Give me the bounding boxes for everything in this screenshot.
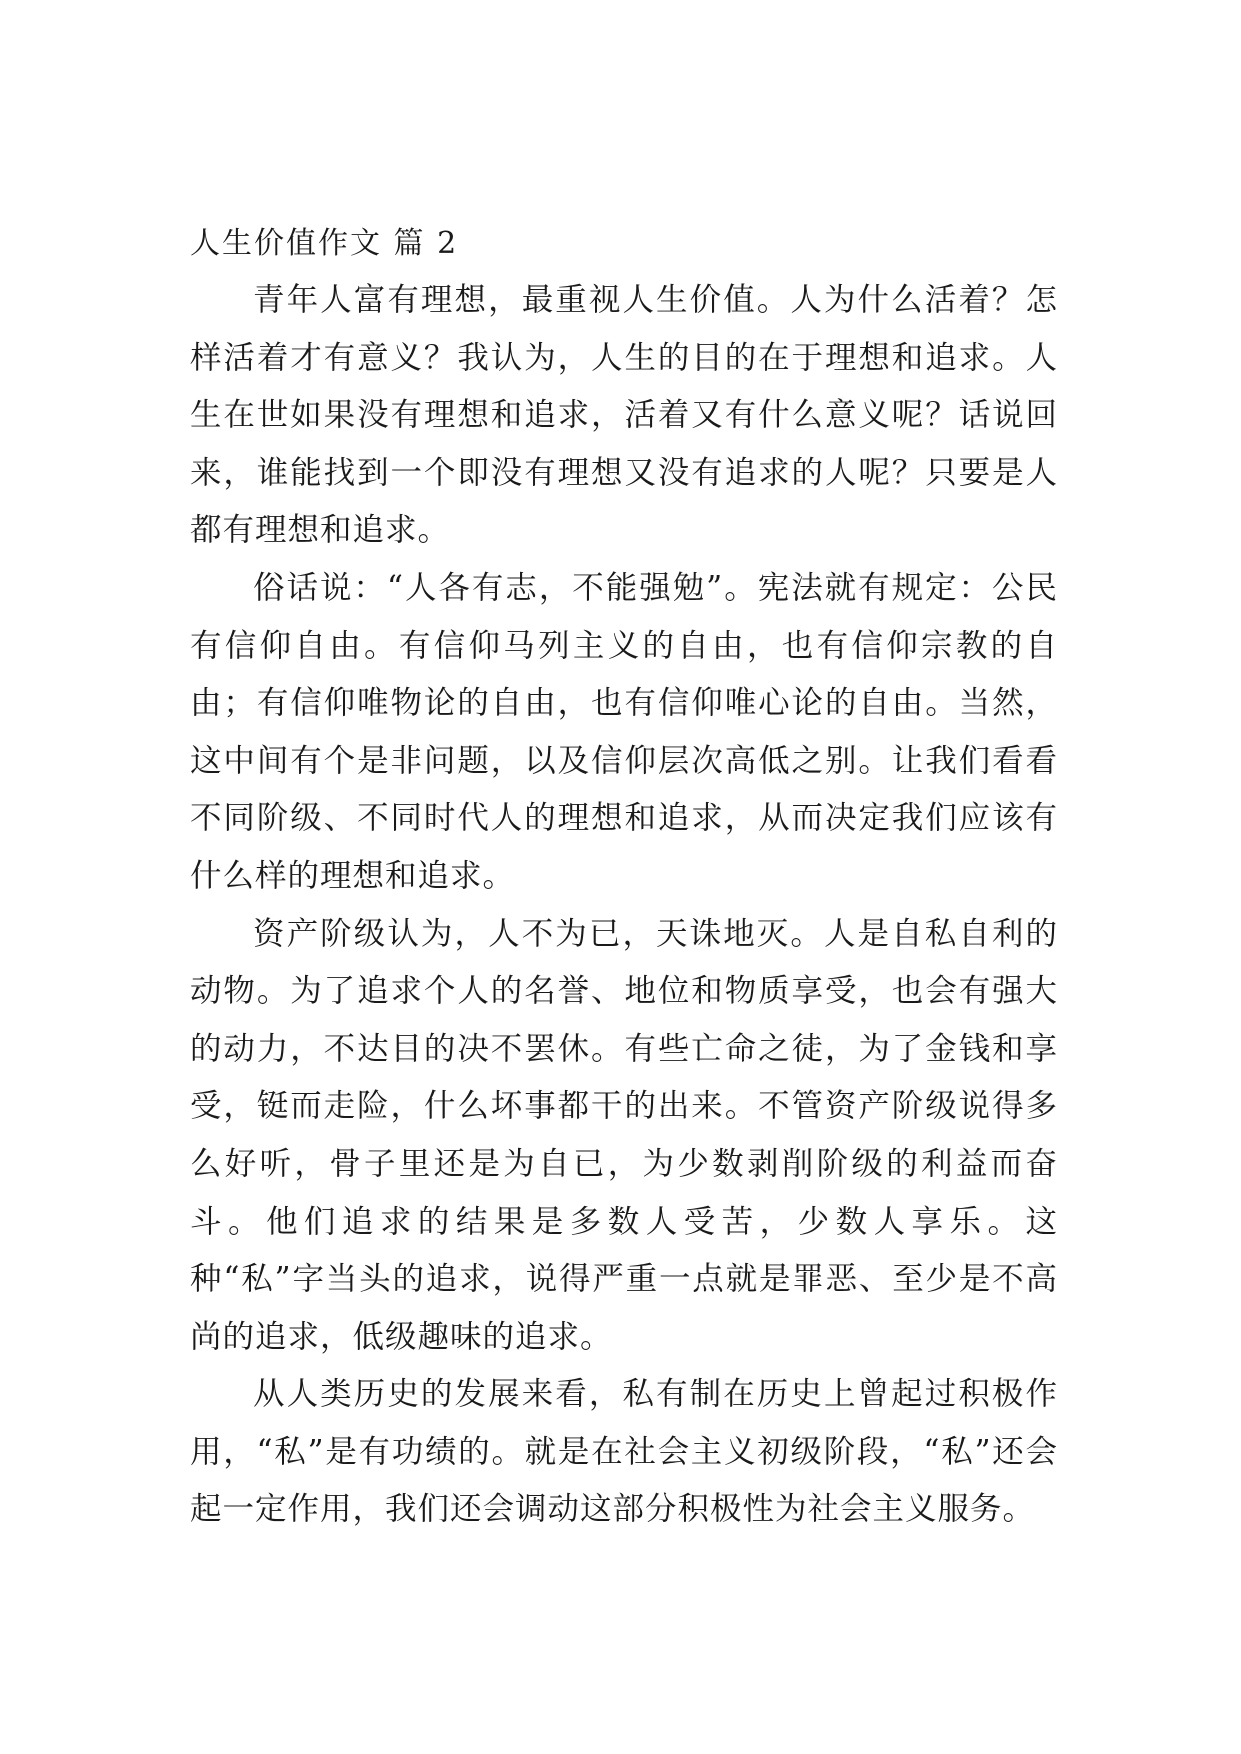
section-heading: 人生价值作文 篇 2: [190, 226, 459, 261]
paragraph-4: 从人类历史的发展来看，私有制在历史上曾起过积极作用，“私”是有功绩的。就是在社会主义初级阶段，“私”还会起一定作用，我们还会调动这部分积极性为社会主义服务。: [190, 1376, 1058, 1528]
paragraph-3: 资产阶级认为，人不为已，天诛地灭。人是自私自利的动物。为了追求个人的名誉、地位和物质享受，也会有强大的动力，不达目的决不罢休。有些亡命之徒，为了金钱和享受，铤而走险，什么坏事都干的出来。不管资产阶级说得多么好听，骨子里还是为自已，为少数剥削阶级的利益而奋斗。他们追求的结果是多数人受苦，少数人享乐。这种“私”字当头的追求，说得严重一点就是罪恶、至少是不高尚的追求，低级趣味的追求。: [190, 915, 1058, 1355]
document-body: [190, 218, 1058, 1539]
paragraph-2: 俗话说：“人各有志，不能强勉”。宪法就有规定：公民有信仰自由。有信仰马列主义的自由，也有信仰宗教的自由；有信仰唯物论的自由，也有信仰唯心论的自由。当然，这中间有个是非问题，以及信仰层次高低之别。让我们看看不同阶级、不同时代人的理想和追求，从而决定我们应该有什么样的理想和追求。: [190, 569, 1058, 894]
paragraph-1: 青年人富有理想，最重视人生价值。人为什么活着？怎样活着才有意义？我认为，人生的目的在于理想和追求。人生在世如果没有理想和追求，活着又有什么意义呢？话说回来，谁能找到一个即没有理想又没有追求的人呢？只要是人都有理想和追求。: [190, 282, 1058, 549]
